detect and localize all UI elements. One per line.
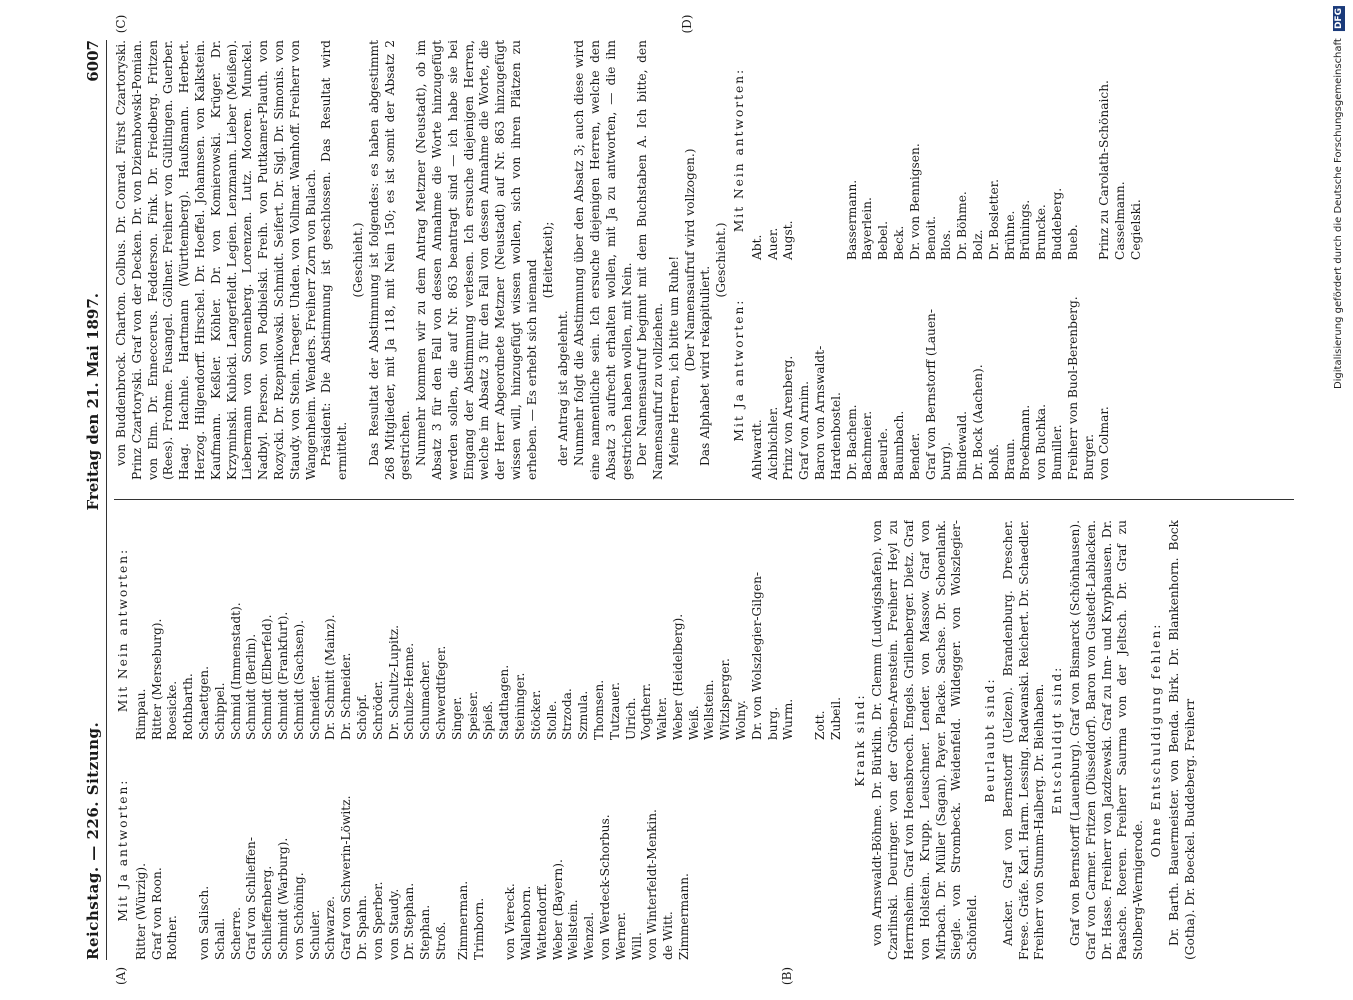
member-name: burg.: [765, 706, 780, 740]
vote-result: Das Resultat der Abstimmung ist folgendes: es haben abgestimmt 268 Mitglieder, mit Ja 118, mit Nein 150; es ist somit der Absatz 2 gestrichen.: [366, 40, 413, 480]
member-name: Dr. von Bennigsen.: [907, 143, 922, 260]
member-name: Zott.: [813, 710, 828, 740]
member-name: Wurm.: [781, 698, 796, 740]
member-name: Scherre.: [228, 907, 243, 960]
member-name: Ahlwardt.: [749, 419, 764, 480]
member-name: Schmidt (Sachsen).: [291, 619, 306, 740]
member-name: [797, 40, 813, 260]
member-name: Graf von Roon.: [149, 867, 164, 960]
member-name: Benoit.: [923, 215, 938, 260]
member-name: Stöcker.: [528, 689, 543, 740]
member-name: Abt.: [749, 234, 764, 260]
member-name: von Schöning.: [291, 872, 306, 960]
entschuldigt-text: Graf von Bernstorff (Lauenburg). Graf von Bismarck (Schönhausen). Graf von Carmer. Fritzen (Düsseldorf). Baron von Gustedt-Lablacken. Dr. Hasse. Freiherr von Jazdzewski. Graf zu Inn- und Knyphausen. Dr. Paasche. Roeren. Freiherr Saurma von der Jeltsch. Dr. Graf zu Stolberg-Wernigerode.: [1068, 520, 1146, 960]
member-name: Schulze-Henne.: [402, 642, 417, 740]
nein-list-left: [134, 520, 845, 740]
member-name: Will.: [629, 932, 644, 960]
member-name: Bender.: [907, 432, 922, 480]
ja-title-right: Mit Ja antworten:: [732, 298, 747, 442]
member-name: [797, 520, 813, 740]
member-name: Roesicke.: [165, 680, 180, 740]
member-name: Hardenbostel.: [828, 392, 843, 480]
member-name: Schöpf.: [354, 693, 369, 740]
member-name: [487, 740, 503, 960]
member-name: Dr. Bock (Aachen).: [971, 364, 986, 480]
member-name: Ritter (Merseburg).: [149, 618, 164, 740]
member-name: Graf von Schwerin-Löwitz.: [339, 795, 354, 960]
member-name: Vogtherr.: [639, 683, 654, 740]
digitization-credit: [1333, 6, 1345, 389]
member-name: von Viereck.: [503, 883, 518, 960]
member-name: Witzlsperger.: [718, 658, 733, 740]
member-name: Werner.: [613, 912, 628, 960]
left-column: [114, 520, 1294, 960]
ja-list-left: [134, 740, 845, 960]
member-name: Zimmerman.: [455, 880, 470, 960]
member-name: [813, 40, 829, 260]
member-name: Rother.: [165, 915, 180, 960]
president-statement-1: Präsident: Die Abstimmung ist geschlossen. Das Resultat wird ermittelt.: [319, 40, 350, 480]
member-name: Graf von Arnim.: [797, 381, 812, 480]
krank-text: von Arnswaldt-Böhme. Dr. Bürklin. Dr. Clemm (Ludwigshafen). von Czarlinski. Deuringer. von der Gröben-Arenstein. Freiherr Heyl zu Herrnsheim. Graf von Hoensbroech. Engels. Grillenberger. Dietz. Graf von Holstein. Krupp. Leuschner. Lender. von Massow. Graf von Mirbach. Dr. Müller (Sagan). Payer. Placke. Sachse. Dr. Schoenlank. Siegle. von Strombeck. Weidenfeld. Wildegger. von Wolszlegier-Schönfeld.: [870, 520, 980, 960]
krank-title: Krank sind:: [852, 693, 867, 787]
motion-paragraph: Nunmehr kommen wir zu dem Antrag Metzner (Neustadt), ob im Absatz 3 für den Fall von dessen Annahme die Worte hinzugefügt werden sollen, die auf Nr. 863 beantragt sind — ich habe sie bei Eingang der Abstimmung verlesen. Ich ersuche diejenigen Herren, welche im Absatz 3 für den Fall von dessen Annahme die Worte, die der Herr Abgeordnete Metzner (Neustadt) auf Nr. 863 hinzugefügt wissen will, hinzugefügt wissen wollen, sich von ihren Plätzen zu erheben. — Es erhebt sich niemand: [414, 40, 539, 480]
member-name: von Salisch.: [196, 885, 211, 960]
vote-titles-left: [114, 520, 134, 960]
member-name: Braun.: [1002, 438, 1017, 480]
member-name: Singer.: [449, 696, 464, 740]
member-name: Aichbichler.: [765, 406, 780, 480]
member-name: Dr. Schneider.: [339, 652, 354, 740]
member-name: von Sperber.: [370, 881, 385, 960]
ja-title-left: Mit Ja antworten:: [116, 778, 130, 922]
member-name: Schwerdtfeger.: [433, 645, 448, 740]
member-name: Schaettgen.: [196, 665, 211, 740]
stage-direction-2: (Der Namensaufruf wird vollzogen.): [682, 148, 697, 372]
member-name: Weber (Heidelberg).: [670, 613, 685, 740]
stage-direction-laughter: (Heiterkeit);: [540, 221, 555, 299]
member-name: de Witt.: [661, 911, 676, 960]
member-name: Bolz.: [971, 229, 986, 260]
member-name: Blos.: [939, 229, 954, 260]
member-name: Prinz von Arenberg.: [781, 355, 796, 480]
column-divider: [114, 499, 1294, 500]
roll-call-start: Der Namensaufruf beginnt mit dem Buchstaben A. Ich bitte, den Namensaufruf zu vollziehen.: [635, 40, 666, 480]
member-name: Stadthagen.: [497, 664, 512, 740]
nein-title-right: Mit Nein antworten:: [732, 67, 747, 233]
member-name: Schmidt (Berlin).: [244, 633, 259, 740]
vote-lists-right: [750, 40, 1145, 480]
member-name: Baeurle.: [876, 427, 891, 480]
margin-marker-a: (A): [114, 966, 128, 986]
vote-titles-right: [730, 40, 750, 480]
member-name: Speiser.: [465, 690, 480, 740]
member-name: Dr. Bosletter.: [986, 178, 1001, 260]
member-name: Walter.: [655, 696, 670, 740]
member-name: Ulrich.: [623, 697, 638, 740]
right-column: [114, 40, 1294, 480]
member-name: burg).: [939, 442, 954, 480]
motion-rejected: der Antrag ist abgelehnt.: [556, 310, 571, 466]
member-name: Augst.: [781, 220, 796, 260]
member-name: Schmid (Immenstadt).: [228, 602, 243, 740]
nein-title-left: Mit Nein antworten:: [116, 547, 130, 713]
member-name: Bebel.: [876, 221, 891, 260]
member-name: von Colmar.: [1097, 406, 1112, 480]
member-name: [829, 40, 845, 260]
margin-marker-c: (C): [114, 14, 128, 34]
member-name: Tutzauer.: [607, 682, 622, 740]
member-name: Stolle.: [544, 700, 559, 740]
member-name: Bassermann.: [844, 179, 859, 260]
call-for-silence: Meine Herren, ich bitte um Ruhe!: [666, 255, 681, 466]
member-name: Baumbach.: [892, 410, 907, 480]
page-body: [80, 14, 1310, 986]
member-name: Cegielski.: [1129, 199, 1143, 260]
member-name: Graf von Bernstorff (Lauen-: [923, 309, 938, 480]
member-name: von Werdeck-Schorbus.: [597, 814, 612, 960]
member-name: Baron von Arnswaldt-: [813, 345, 828, 480]
member-name: Zimmermann.: [676, 873, 691, 960]
member-name: Wallenborn.: [518, 885, 533, 960]
member-name: von Buchka.: [1034, 404, 1049, 480]
member-name: Buddeberg.: [1050, 187, 1065, 260]
member-name: Weber (Bayern).: [550, 859, 565, 960]
member-name: Dr. Bachem.: [844, 404, 859, 480]
member-name: Beck.: [892, 225, 907, 260]
beurlaubt-text: Ancker. Graf von Bernstorff (Uelzen). Brandenburg. Drescher. Frese. Gräfe. Karl. Harm. Lessing. Radwanski. Reichert. Dr. Schaedler. Freiherr von Stumm-Halberg. Dr. Bielhaben.: [1000, 520, 1047, 960]
roll-call-announcement: Nunmehr folgt die Abstimmung über den Absatz 3; auch diese wird eine namentliche sein. Ich ersuche diejenigen Herren, welche den Absatz 3 aufrecht erhalten wollen, mit Ja zu antworten, — die ihn gestrichen haben wollen, mit Nein.: [572, 40, 634, 480]
recapitulation: Das Alphabet wird rekapituliert.: [698, 265, 713, 466]
member-name: Schmidt (Warburg).: [275, 837, 290, 960]
ja-list-right: [750, 260, 1145, 480]
member-name: Schumacher.: [418, 660, 433, 740]
member-name: Dr. Böhme.: [955, 191, 970, 260]
member-name: Thomsen.: [591, 679, 606, 740]
member-name: Schall.: [212, 918, 227, 960]
header-date: Freitag den 21. Mai 1897.: [84, 292, 102, 511]
entschuldigt-title: Entschuldigt sind:: [1050, 665, 1065, 815]
member-name: Rimpau.: [133, 688, 148, 740]
header-left: Reichstag. — 226. Sitzung.: [84, 721, 102, 960]
member-name: Schneider.: [307, 674, 322, 740]
member-name: Rothbarth.: [181, 673, 196, 740]
page-number: 6007: [84, 40, 102, 82]
member-name: Bohß.: [986, 443, 1001, 480]
member-name: Brünings.: [1018, 199, 1033, 260]
member-name: Stephan.: [418, 904, 433, 960]
member-name: Dr. Stephan.: [402, 882, 417, 960]
beurlaubt-title: Beurlaubt sind:: [983, 677, 998, 803]
member-name: Schmidt (Frankfurt).: [275, 611, 290, 740]
member-name: Broekmann.: [1018, 404, 1033, 480]
stage-direction-3: (Geschieht.): [714, 222, 729, 298]
member-name: Steininger.: [512, 672, 527, 740]
member-name: Brühne.: [1002, 210, 1017, 260]
member-name: Schwarze.: [323, 895, 338, 960]
member-name: [181, 740, 197, 960]
member-name: von Winterfeldt-Menkin.: [645, 809, 660, 960]
member-name: Spieß.: [481, 700, 496, 740]
member-name: Szmula.: [576, 690, 591, 740]
member-name: Wellstein.: [702, 679, 717, 740]
member-name: Schuler.: [307, 909, 322, 960]
ohne-title: Ohne Entschuldigung fehlen:: [1149, 622, 1163, 858]
member-name: Bruncke.: [1034, 204, 1049, 260]
page-header: [80, 40, 107, 960]
member-name: [1082, 40, 1098, 260]
member-name: Strzoda.: [560, 688, 575, 740]
member-name: Schippel.: [212, 682, 227, 740]
dfg-logo: DFG: [1334, 8, 1344, 30]
member-name: Schlieffenberg.: [260, 865, 275, 960]
member-name: Wenzel.: [582, 912, 597, 960]
member-name: Zubeil.: [828, 696, 843, 740]
margin-marker-b: (B): [780, 966, 794, 986]
member-name: Wellstein.: [566, 899, 581, 960]
member-name: von Staudy.: [386, 888, 401, 960]
member-name: Bumiller.: [1050, 424, 1065, 480]
member-name: Casselmann.: [1113, 181, 1128, 260]
member-name: Trimborn.: [471, 897, 486, 960]
member-name: Ritter (Würzig).: [133, 863, 148, 960]
member-name: Dr. Schultz-Lupitz.: [386, 624, 401, 740]
member-name: Bayerlein.: [860, 197, 875, 260]
member-name: Dr. Spahn.: [354, 895, 369, 960]
absent-continued-text: von Buddenbrock. Charton. Colbus. Dr. Conrad. Fürst Czartoryski. Prinz Czartoryski. Graf von der Decken. Dr. von Dziembowski-Pomian. von Elm. Dr. Enneccerus. Fedderson. Fink. Dr. Friedberg. Fritzen (Rees). Frohme. Fusangel. Göllner. Freiherr von Gültlingen. Guerber. Haag. Hachnle. Hartmann (Württemberg). Haußmann. Herbert. Herzog. Hilgendorff. Hirschel. Dr. Hoeffel. Johannsen. von Kalkstein. Kaufmann. Keßler. Köhler. Dr. von Komierowski. Krüger. Dr. Krzyminski. Kubicki. Langerfeldt. Legien. Lenzmann. Lieber (Meißen). Liebermann von Sonnenberg. Lorenzen. Lutz. Mooren. Munckel. Nadbyl. Pierson. von Podbielski. Freih. von Puttkamer-Plauth. von Rozycki. Dr. Rzepnikowski. Schmidt. Seifert. Dr. Sigl. Dr. Simonis. von Staudy. von Stein. Traeger. Uhden. von Vollmar. Wamhoff. Freiherr von Wangenheim. Wenders. Freiherr Zorn von Bulach.: [114, 40, 318, 480]
vote-lists-left: [134, 520, 845, 960]
member-name: Schröder.: [370, 680, 385, 740]
nein-list-right: [750, 40, 1145, 260]
member-name: Stroß.: [433, 921, 448, 960]
member-name: Auer.: [765, 227, 780, 260]
member-name: Prinz zu Carolath-Schönaich.: [1097, 80, 1112, 260]
member-name: Wattendorff.: [534, 883, 549, 960]
member-name: Schmidt (Elberfeld).: [260, 614, 275, 740]
member-name: Burger.: [1081, 433, 1096, 480]
member-name: Bindewald.: [955, 411, 970, 480]
member-name: Dr. Schmitt (Mainz).: [323, 614, 338, 740]
member-name: Bueb.: [1065, 224, 1080, 260]
credit-text: Digitalisierung gefördert durch die Deutsche Forschungsgemeinschaft: [1333, 38, 1344, 390]
member-name: Wolny.: [734, 700, 749, 740]
member-name: Graf von Schlieffen-: [244, 836, 259, 960]
stage-direction-1: (Geschieht.): [350, 222, 365, 298]
member-name: Weiß.: [686, 705, 701, 740]
member-name: Freiherr von Buol-Berenberg.: [1065, 296, 1080, 480]
margin-marker-d: (D): [680, 14, 694, 34]
member-name: Bachmeier.: [860, 410, 875, 480]
member-name: Dr. von Wolszlegier-Gilgen-: [749, 571, 764, 740]
ohne-text: Dr. Barth. Bauermeister. von Benda. Birk. Dr. Blankenhorn. Bock (Gotha). Dr. Boeckel. Buddeberg. Freiherr: [1166, 520, 1197, 960]
